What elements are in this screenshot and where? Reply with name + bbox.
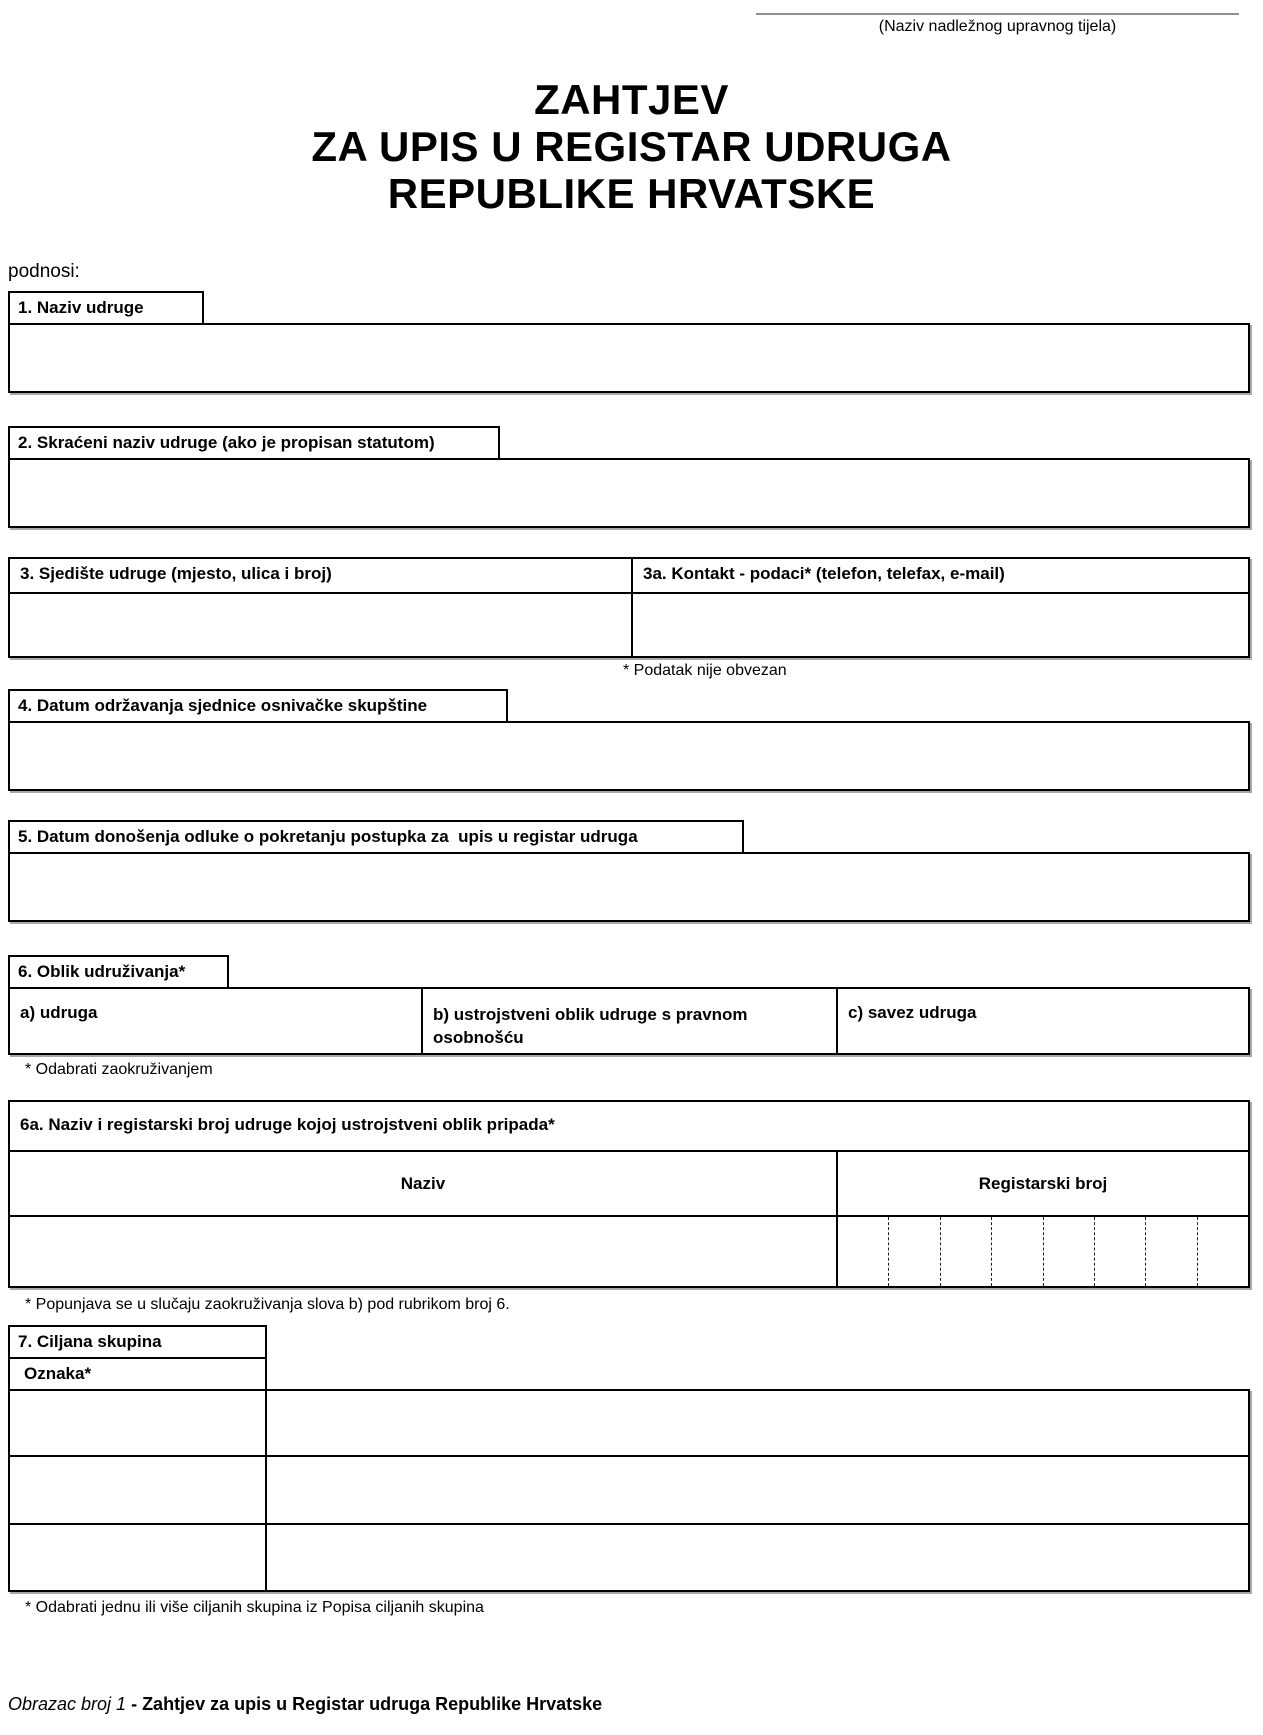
field-6-option-b-cell[interactable]: b) ustrojstveni oblik udruge s pravnom osobnošću	[423, 989, 838, 1053]
field-7-row3-oznaka-cell[interactable]	[10, 1525, 267, 1590]
field-3a-note: * Podatak nije obvezan	[623, 662, 787, 679]
field-6a-note: * Popunjava se u slučaju zaokruživanja slova b) pod rubrikom broj 6.	[25, 1296, 510, 1313]
field-6a-col-naziv-header: Naziv	[10, 1152, 838, 1215]
podnosi-label: podnosi:	[8, 261, 80, 282]
registry-number-cells	[838, 1217, 1248, 1286]
registry-digit-cell-6[interactable]	[1094, 1217, 1145, 1286]
field-3a-input-cell[interactable]	[633, 594, 1248, 656]
field-5-label-tab: 5. Datum donošenja odluke o pokretanju postupka za upis u registar udruga	[8, 820, 744, 854]
field-7-table	[8, 1389, 1250, 1592]
registry-digit-cell-4[interactable]	[991, 1217, 1042, 1286]
field-7-note: * Odabrati jednu ili više ciljanih skupina iz Popisa ciljanih skupina	[25, 1599, 484, 1616]
field-4-label-tab: 4. Datum održavanja sjednice osnivačke skupštine	[8, 689, 508, 723]
footer-separator: -	[126, 1694, 143, 1714]
field-7-row3-value-cell[interactable]	[267, 1525, 1248, 1590]
registry-digit-cell-1[interactable]	[838, 1217, 888, 1286]
form-title-line3: REPUBLIKE HRVATSKE	[387, 170, 876, 217]
field-6a-naziv-input-cell[interactable]	[10, 1217, 838, 1286]
registry-digit-cell-3[interactable]	[940, 1217, 991, 1286]
footer-form-id: Obrazac broj 1	[8, 1694, 127, 1714]
field-6-note: * Odabrati zaokruživanjem	[25, 1061, 213, 1078]
field-6a-title-cell: 6a. Naziv i registarski broj udruge kojoj ustrojstveni oblik pripada*	[10, 1102, 1248, 1152]
field-6a-table	[8, 1100, 1250, 1288]
org-name-line	[756, 13, 1239, 15]
registry-digit-cell-2[interactable]	[888, 1217, 939, 1286]
registry-digit-cell-7[interactable]	[1145, 1217, 1196, 1286]
footer-line	[8, 1694, 602, 1715]
field-3-label-cell: 3. Sjedište udruge (mjesto, ulica i broj)	[10, 559, 633, 592]
field-5-input[interactable]	[8, 852, 1250, 922]
field-6-option-a-cell[interactable]: a) udruga	[10, 989, 423, 1053]
field-6-options-row	[8, 987, 1250, 1055]
form-title-line1: ZAHTJEV	[534, 76, 729, 123]
field-7-label-tab: 7. Ciljana skupina	[8, 1325, 267, 1359]
field-6-label-tab: 6. Oblik udruživanja*	[8, 955, 229, 989]
field-4-input[interactable]	[8, 721, 1250, 791]
field-2-input[interactable]	[8, 458, 1250, 528]
form-title-line2: ZA UPIS U REGISTAR UDRUGA	[311, 123, 952, 170]
field-1-label-tab: 1. Naziv udruge	[8, 291, 204, 325]
field-2-label-tab: 2. Skraćeni naziv udruge (ako je propisan statutom)	[8, 426, 500, 460]
field-7-row2-value-cell[interactable]	[267, 1457, 1248, 1523]
registry-digit-cell-5[interactable]	[1043, 1217, 1094, 1286]
field-3a-label-cell: 3a. Kontakt - podaci* (telefon, telefax, e-mail)	[643, 564, 1005, 583]
field-7-row1-value-cell[interactable]	[267, 1391, 1248, 1455]
field-3-table	[8, 557, 1250, 658]
footer-form-title: Zahtjev za upis u Registar udruga Republike Hrvatske	[142, 1694, 603, 1714]
form-title	[0, 76, 1263, 217]
field-1-input[interactable]	[8, 323, 1250, 393]
field-6a-col-regbroj-header: Registarski broj	[978, 1173, 1108, 1193]
field-7-oznaka-tab: Oznaka*	[8, 1357, 267, 1391]
field-7-row1-oznaka-cell[interactable]	[10, 1391, 267, 1455]
field-7-row2-oznaka-cell[interactable]	[10, 1457, 267, 1523]
field-3-input-cell[interactable]	[10, 594, 633, 656]
field-6-option-c-cell[interactable]: c) savez udruga	[848, 1003, 977, 1022]
registry-digit-cell-8[interactable]	[1197, 1217, 1248, 1286]
org-name-caption: (Naziv nadležnog upravnog tijela)	[878, 18, 1117, 35]
